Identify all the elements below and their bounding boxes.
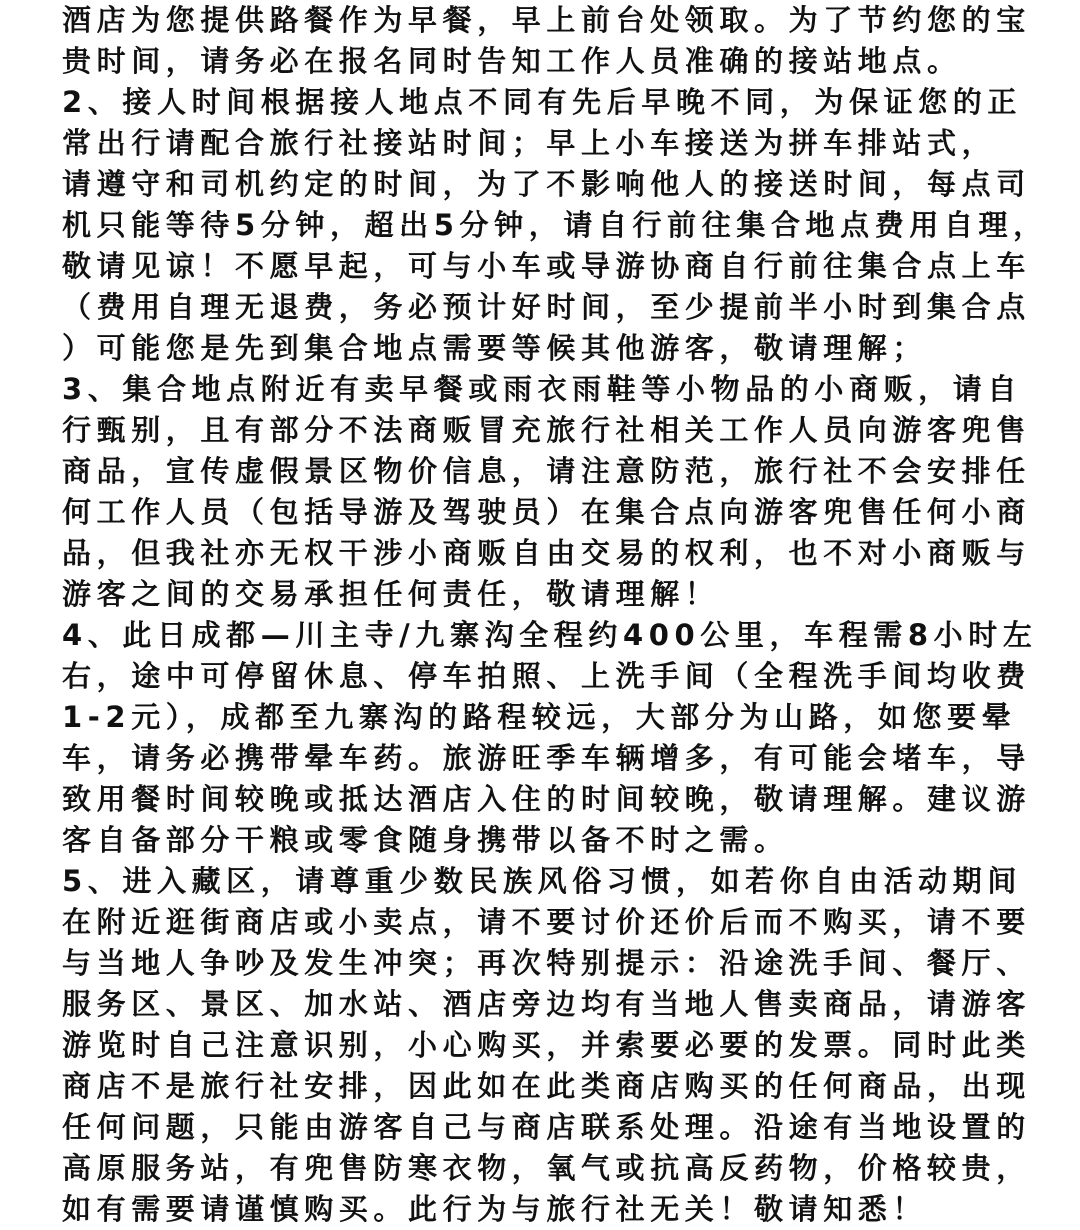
text-line: 2、接人时间根据接人地点不同有先后早晚不同，为保证您的正	[62, 85, 1022, 119]
text-line: ）可能您是先到集合地点需要等候其他游客，敬请理解；	[62, 331, 928, 365]
text-line: 与当地人争吵及发生冲突；再次特别提示：沿途洗手间、餐厅、	[62, 946, 1031, 980]
text-line: 敬请见谅！不愿早起，可与小车或导游协商自行前往集合点上车	[62, 249, 1031, 283]
text-line: 在附近逛街商店或小卖点，请不要讨价还价后而不购买，请不要	[62, 905, 1031, 939]
text-line: 游览时自己注意识别，小心购买，并索要必要的发票。同时此类	[62, 1028, 1031, 1062]
text-line: （费用自理无退费，务必预计好时间，至少提前半小时到集合点	[62, 290, 1031, 324]
text-line: 贵时间，请务必在报名同时告知工作人员准确的接站地点。	[62, 44, 962, 78]
text-line: 4、此日成都—川主寺/九寨沟全程约400公里，车程需8小时左	[62, 618, 1038, 652]
text-line: 服务区、景区、加水站、酒店旁边均有当地人售卖商品，请游客	[62, 987, 1031, 1021]
text-line: 品，但我社亦无权干涉小商贩自由交易的权利，也不对小商贩与	[62, 536, 1031, 570]
text-line: 3、集合地点附近有卖早餐或雨衣雨鞋等小物品的小商贩，请自	[62, 372, 1022, 406]
text-line: 游客之间的交易承担任何责任，敬请理解！	[62, 577, 720, 611]
text-line: 何工作人员（包括导游及驾驶员）在集合点向游客兜售任何小商	[62, 495, 1031, 529]
text-line: 车，请务必携带晕车药。旅游旺季车辆增多，有可能会堵车，导	[62, 741, 1031, 775]
text-line: 致用餐时间较晚或抵达酒店入住的时间较晚，敬请理解。建议游	[62, 782, 1031, 816]
text-line: 5、进入藏区，请尊重少数民族风俗习惯，如若你自由活动期间	[62, 864, 1022, 898]
travel-notice-text	[62, 0, 1052, 1226]
text-line: 高原服务站，有兜售防寒衣物，氧气或抗高反药物，价格较贵，	[62, 1151, 1031, 1185]
text-line: 如有需要请谨慎购买。此行为与旅行社无关！敬请知悉！	[62, 1192, 928, 1226]
text-line: 行甄别，且有部分不法商贩冒充旅行社相关工作人员向游客兜售	[62, 413, 1031, 447]
text-line: 机只能等待5分钟，超出5分钟，请自行前往集合地点费用自理，	[62, 208, 1048, 242]
text-line: 酒店为您提供路餐作为早餐，早上前台处领取。为了节约您的宝	[62, 3, 1031, 37]
text-line: 任何问题，只能由游客自己与商店联系处理。沿途有当地设置的	[62, 1110, 1031, 1144]
text-line: 1-2元），成都至九寨沟的路程较远，大部分为山路，如您要晕	[62, 700, 1017, 734]
text-line: 右，途中可停留休息、停车拍照、上洗手间（全程洗手间均收费	[62, 659, 1031, 693]
text-line: 商店不是旅行社安排，因此如在此类商店购买的任何商品，出现	[62, 1069, 1031, 1103]
text-line: 常出行请配合旅行社接站时间；早上小车接送为拼车排站式，	[62, 126, 997, 160]
text-line: 商品，宣传虚假景区物价信息，请注意防范，旅行社不会安排任	[62, 454, 1031, 488]
text-line: 客自备部分干粮或零食随身携带以备不时之需。	[62, 823, 789, 857]
text-line: 请遵守和司机约定的时间，为了不影响他人的接送时间，每点司	[62, 167, 1031, 201]
